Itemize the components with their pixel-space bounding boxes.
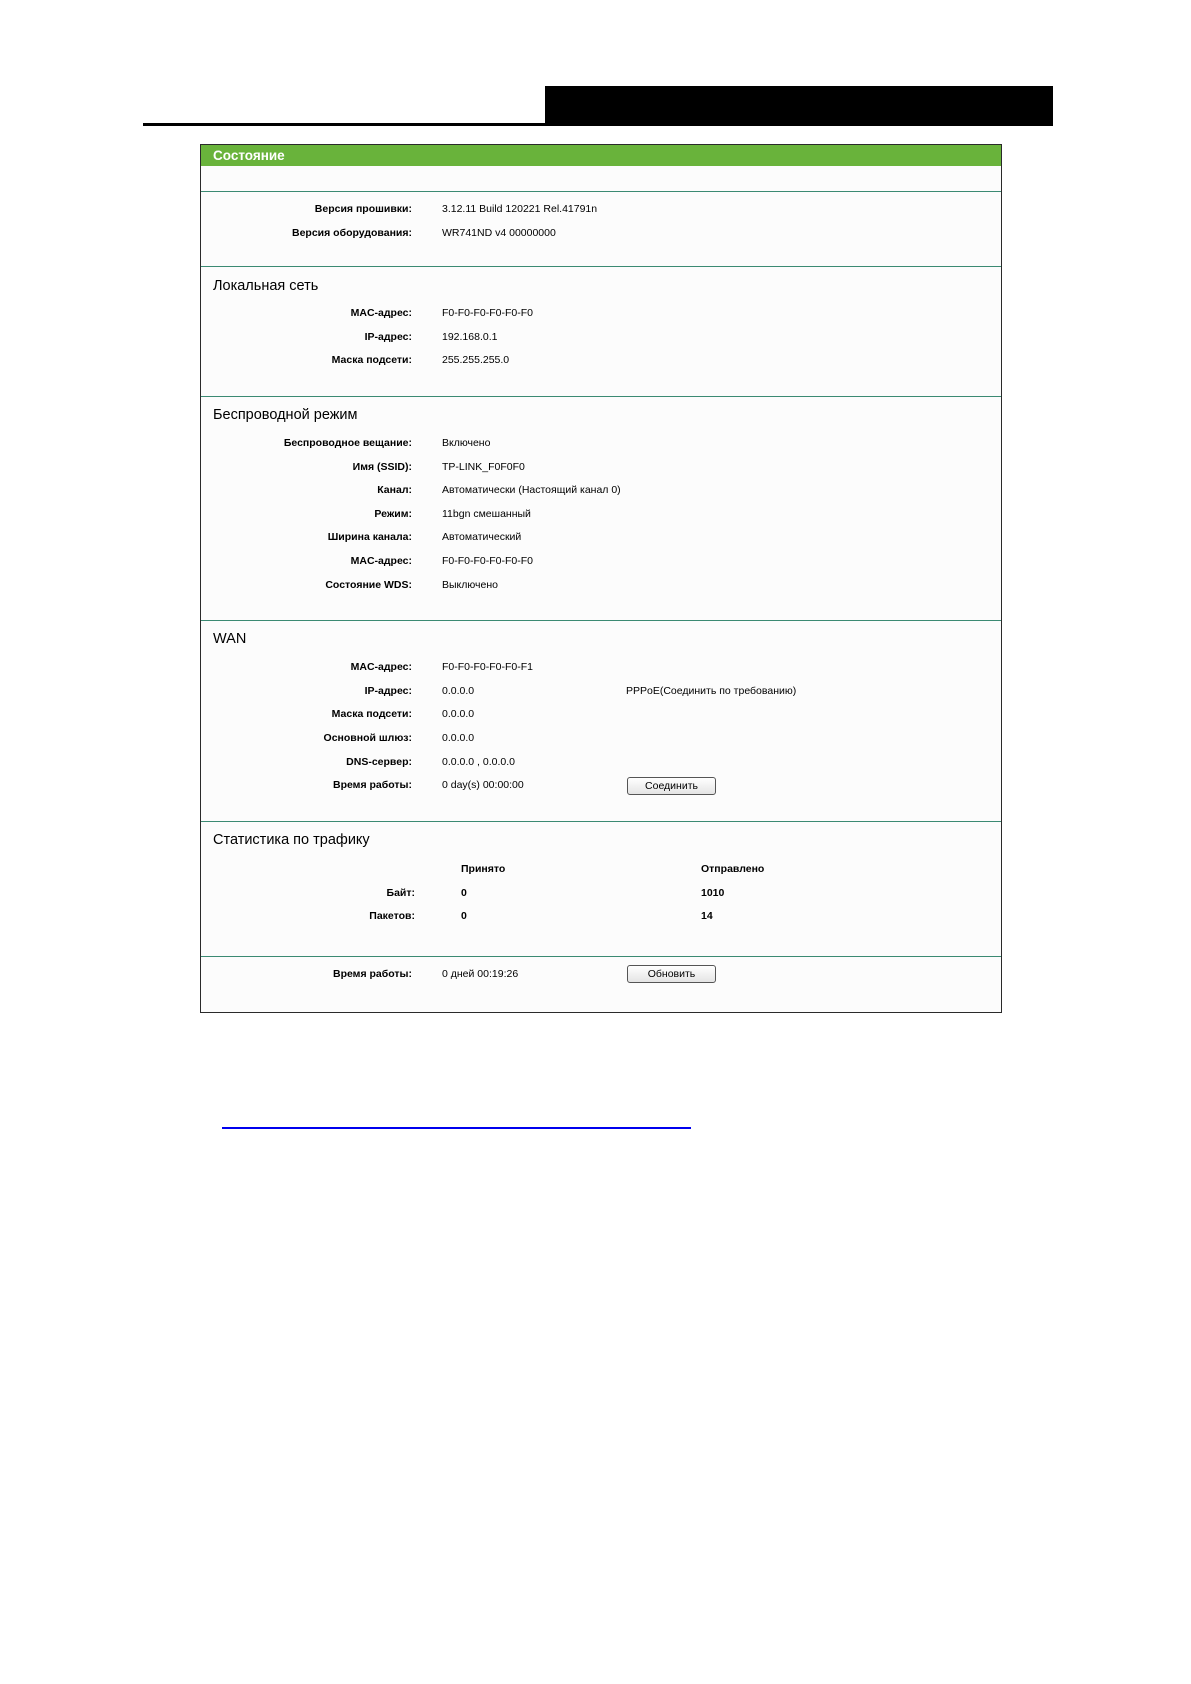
wan-connection-type: PPPoE(Соединить по требованию) bbox=[626, 685, 797, 697]
lan-mac-value: F0-F0-F0-F0-F0-F0 bbox=[442, 307, 534, 319]
wan-mask-row bbox=[201, 705, 1001, 723]
hardware-version-row bbox=[201, 224, 1001, 242]
wan-gateway-value: 0.0.0.0 bbox=[442, 732, 475, 744]
status-panel bbox=[200, 144, 1002, 1013]
traffic-bytes-row bbox=[201, 884, 1001, 902]
wireless-mode-value: 11bgn смешанный bbox=[442, 508, 531, 520]
wan-gateway-label: Основной шлюз: bbox=[323, 732, 412, 744]
wan-mask-value: 0.0.0.0 bbox=[442, 708, 475, 720]
wireless-broadcast-row bbox=[201, 434, 1001, 452]
wan-uptime-value: 0 day(s) 00:00:00 bbox=[442, 779, 524, 791]
bytes-sent: 1010 bbox=[701, 887, 725, 899]
wireless-width-value: Автоматический bbox=[442, 531, 522, 543]
wan-section-title: WAN bbox=[213, 631, 247, 647]
system-uptime-value: 0 дней 00:19:26 bbox=[442, 968, 519, 980]
wireless-mode-label: Режим: bbox=[374, 508, 412, 520]
wireless-mac-label: MAC-адрес: bbox=[350, 555, 412, 567]
divider bbox=[201, 620, 1001, 621]
lan-mask-value: 255.255.255.0 bbox=[442, 354, 510, 366]
divider bbox=[201, 396, 1001, 397]
wireless-wds-value: Выключено bbox=[442, 579, 498, 591]
firmware-version-row bbox=[201, 200, 1001, 218]
wireless-channel-label: Канал: bbox=[377, 484, 412, 496]
wireless-channel-value: Автоматически (Настоящий канал 0) bbox=[442, 484, 621, 496]
wireless-ssid-label: Имя (SSID): bbox=[352, 461, 412, 473]
connect-button[interactable]: Соединить bbox=[627, 777, 716, 795]
wireless-channel-row bbox=[201, 481, 1001, 499]
wireless-wds-label: Состояние WDS: bbox=[325, 579, 412, 591]
divider bbox=[201, 956, 1001, 957]
lan-mac-row bbox=[201, 304, 1001, 322]
lan-mask-label: Маска подсети: bbox=[331, 354, 412, 366]
wireless-broadcast-value: Включено bbox=[442, 437, 491, 449]
lan-mac-label: MAC-адрес: bbox=[350, 307, 412, 319]
sent-header: Отправлено bbox=[701, 863, 765, 875]
wireless-broadcast-label: Беспроводное вещание: bbox=[283, 437, 412, 449]
bytes-received: 0 bbox=[461, 887, 467, 899]
traffic-packets-row bbox=[201, 907, 1001, 925]
lan-ip-row bbox=[201, 328, 1001, 346]
hardware-version-label: Версия оборудования: bbox=[292, 227, 412, 239]
wan-dns-row bbox=[201, 753, 1001, 771]
wan-uptime-row bbox=[201, 776, 1001, 794]
link-underline bbox=[222, 1127, 691, 1129]
wireless-section-title: Беспроводной режим bbox=[213, 407, 358, 423]
traffic-header-row bbox=[201, 860, 1001, 878]
divider bbox=[201, 821, 1001, 822]
wireless-width-label: Ширина канала: bbox=[327, 531, 412, 543]
wireless-width-row bbox=[201, 528, 1001, 546]
divider bbox=[201, 191, 1001, 192]
firmware-version-value: 3.12.11 Build 120221 Rel.41791n bbox=[442, 203, 598, 215]
refresh-button[interactable]: Обновить bbox=[627, 965, 716, 983]
wireless-mode-row bbox=[201, 505, 1001, 523]
system-uptime-row bbox=[201, 965, 1001, 983]
packets-sent: 14 bbox=[701, 910, 713, 922]
divider bbox=[201, 266, 1001, 267]
wan-dns-label: DNS-сервер: bbox=[346, 756, 412, 768]
lan-ip-label: IP-адрес: bbox=[364, 331, 412, 343]
wan-mask-label: Маска подсети: bbox=[331, 708, 412, 720]
wireless-mac-value: F0-F0-F0-F0-F0-F0 bbox=[442, 555, 534, 567]
packets-received: 0 bbox=[461, 910, 467, 922]
wan-ip-row bbox=[201, 682, 1001, 700]
wan-uptime-label: Время работы: bbox=[332, 779, 412, 791]
wan-mac-value: F0-F0-F0-F0-F0-F1 bbox=[442, 661, 534, 673]
hardware-version-value: WR741ND v4 00000000 bbox=[442, 227, 556, 239]
wan-mac-row bbox=[201, 658, 1001, 676]
packets-label: Пакетов: bbox=[369, 910, 415, 922]
wan-ip-label: IP-адрес: bbox=[364, 685, 412, 697]
traffic-section-title: Статистика по трафику bbox=[213, 832, 370, 848]
page-header-block bbox=[545, 86, 1053, 126]
lan-ip-value: 192.168.0.1 bbox=[442, 331, 498, 343]
lan-mask-row bbox=[201, 351, 1001, 369]
wan-gateway-row bbox=[201, 729, 1001, 747]
panel-title: Состояние bbox=[201, 145, 1001, 166]
lan-section-title: Локальная сеть bbox=[213, 278, 319, 294]
wan-ip-value: 0.0.0.0 bbox=[442, 685, 475, 697]
wan-mac-label: MAC-адрес: bbox=[350, 661, 412, 673]
received-header: Принято bbox=[461, 863, 506, 875]
wireless-ssid-row bbox=[201, 458, 1001, 476]
wireless-wds-row bbox=[201, 576, 1001, 594]
wan-dns-value: 0.0.0.0 , 0.0.0.0 bbox=[442, 756, 515, 768]
wireless-ssid-value: TP-LINK_F0F0F0 bbox=[442, 461, 525, 473]
wireless-mac-row bbox=[201, 552, 1001, 570]
system-uptime-label: Время работы: bbox=[332, 968, 412, 980]
firmware-version-label: Версия прошивки: bbox=[314, 203, 412, 215]
bytes-label: Байт: bbox=[386, 887, 415, 899]
